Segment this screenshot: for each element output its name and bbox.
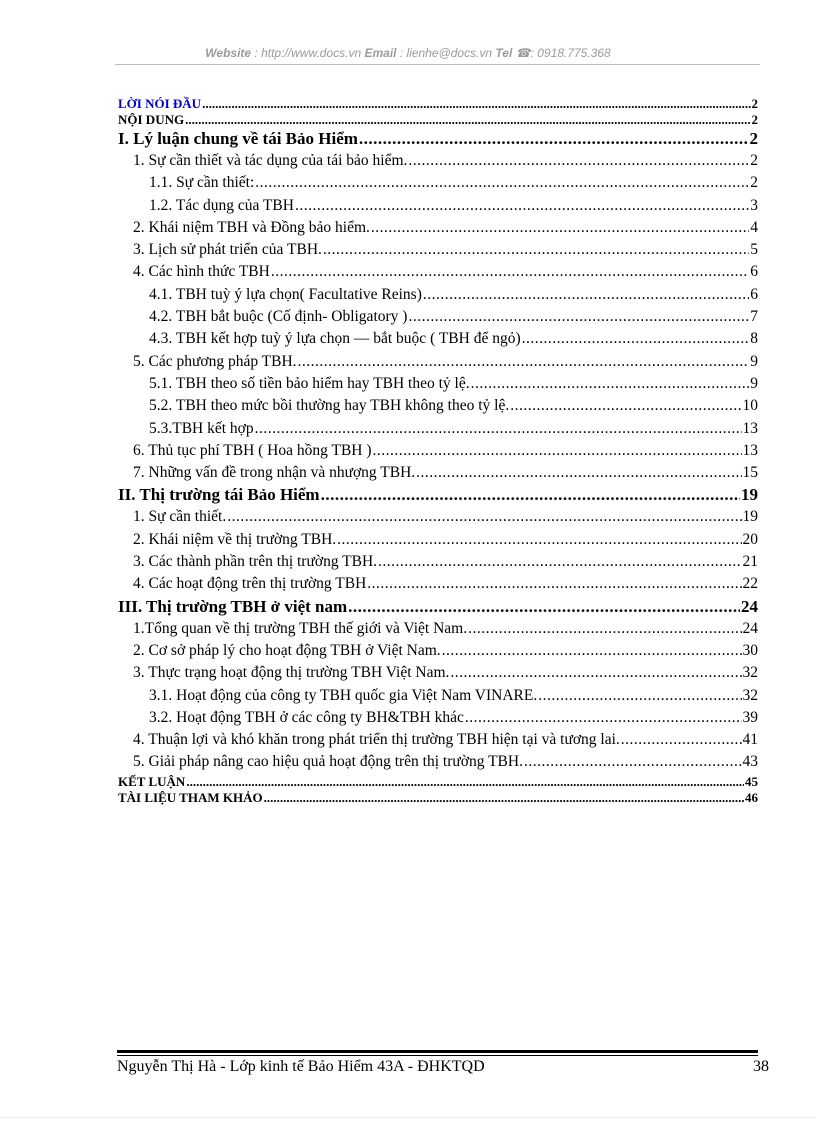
toc-entry[interactable]: 4.1. TBH tuỳ ý lựa chọn( Facultative Reins) ..... 6: [118, 284, 758, 306]
email-label: Email: [364, 46, 397, 60]
toc-entry[interactable]: 2. Khái niệm TBH và Đồng bảo hiểm. ..... 4: [118, 217, 758, 239]
toc-entry[interactable]: 6. Thủ tục phí TBH ( Hoa hồng TBH ) ..... 13: [118, 440, 758, 462]
toc-entry[interactable]: 3. Lịch sử phát triển của TBH. ..... 5: [118, 239, 758, 261]
toc-entry[interactable]: 3. Các thành phần trên thị trường TBH. ..... 21: [118, 551, 758, 573]
toc-entry[interactable]: 1. Sự cần thiết. ..... 19: [118, 506, 758, 528]
toc-entry[interactable]: 5.3.TBH kết hợp ..... 13: [118, 418, 758, 440]
toc-part-2[interactable]: II. Thị trường tái Bảo Hiểm ..... 19: [118, 484, 758, 506]
toc-entry[interactable]: 2. Khái niệm về thị trường TBH. ..... 20: [118, 529, 758, 551]
website-value[interactable]: : http://www.docs.vn: [254, 46, 362, 60]
toc-entry[interactable]: 4. Thuận lợi và khó khăn trong phát triển thị trường TBH hiện tại và tương lai. ..... 41: [118, 729, 758, 751]
toc-entry-contents[interactable]: NỘI DUNG ..... 2: [118, 112, 758, 128]
toc-entry[interactable]: 5.2. TBH theo mức bồi thường hay TBH không theo tỷ lệ. ..... 10: [118, 395, 758, 417]
toc-entry[interactable]: 3.2. Hoạt động TBH ở các công ty BH&TBH khác ..... 39: [118, 707, 758, 729]
page-header: [0, 46, 816, 60]
toc-entry-preface[interactable]: LỜI NÓI ĐẦU ..... 2: [118, 96, 758, 112]
toc-entry[interactable]: 5. Các phương pháp TBH. ..... 9: [118, 351, 758, 373]
table-of-contents: [118, 96, 758, 806]
page-bottom-edge: [0, 1117, 816, 1118]
tel-value: : 0918.775.368: [530, 46, 611, 60]
footer-author: Nguyễn Thị Hà - Lớp kinh tế Bảo Hiểm 43A - ĐHKTQD: [117, 1058, 485, 1075]
toc-entry[interactable]: 4. Các hình thức TBH ..... 6: [118, 261, 758, 283]
toc-entry[interactable]: 2. Cơ sở pháp lý cho hoạt động TBH ở Việt Nam. ..... 30: [118, 640, 758, 662]
toc-entry[interactable]: 1.1. Sự cần thiết: ..... 2: [118, 172, 758, 194]
toc-entry-conclusion[interactable]: KẾT LUẬN ..... 45: [118, 774, 758, 790]
tel-label: Tel: [495, 46, 513, 60]
toc-entry[interactable]: 1.2. Tác dụng của TBH ..... 3: [118, 195, 758, 217]
toc-entry[interactable]: 4. Các hoạt động trên thị trường TBH ..... 22: [118, 573, 758, 595]
header-divider: [115, 64, 760, 65]
toc-part-3[interactable]: III. Thị trường TBH ở việt nam ..... 24: [118, 596, 758, 618]
page-number: 38: [753, 1058, 769, 1075]
toc-entry[interactable]: 4.3. TBH kết hợp tuỳ ý lựa chọn — bắt buộc ( TBH để ngỏ) ..... 8: [118, 328, 758, 350]
toc-entry[interactable]: 5. Giải pháp nâng cao hiệu quả hoạt động trên thị trường TBH. ..... 43: [118, 751, 758, 773]
toc-part-1[interactable]: I. Lý luận chung về tái Bảo Hiểm ..... 2: [118, 128, 758, 150]
toc-entry[interactable]: 3. Thực trạng hoạt động thị trường TBH Việt Nam. ..... 32: [118, 662, 758, 684]
toc-entry[interactable]: 7. Những vấn đề trong nhận và nhượng TBH. ..... 15: [118, 462, 758, 484]
toc-entry[interactable]: 1. Sự cần thiết và tác dụng của tái bảo hiểm. ..... 2: [118, 150, 758, 172]
email-value[interactable]: : lienhe@docs.vn: [399, 46, 493, 60]
toc-entry[interactable]: 3.1. Hoạt động của công ty TBH quốc gia Việt Nam VINARE. ..... 32: [118, 685, 758, 707]
toc-entry[interactable]: 4.2. TBH bắt buộc (Cố định- Obligatory ) ..... 7: [118, 306, 758, 328]
footer-divider-thick: [117, 1050, 758, 1053]
website-label: Website: [205, 46, 252, 60]
footer-divider-thin: [117, 1055, 758, 1056]
toc-entry-references[interactable]: TÀI LIỆU THAM KHẢO ..... 46: [118, 790, 758, 806]
toc-entry[interactable]: 5.1. TBH theo số tiền bảo hiểm hay TBH theo tỷ lệ. ..... 9: [118, 373, 758, 395]
toc-entry[interactable]: 1.Tổng quan về thị trường TBH thế giới và Việt Nam. ..... 24: [118, 618, 758, 640]
page-footer: [117, 1058, 769, 1076]
phone-icon: ☎: [515, 46, 531, 60]
